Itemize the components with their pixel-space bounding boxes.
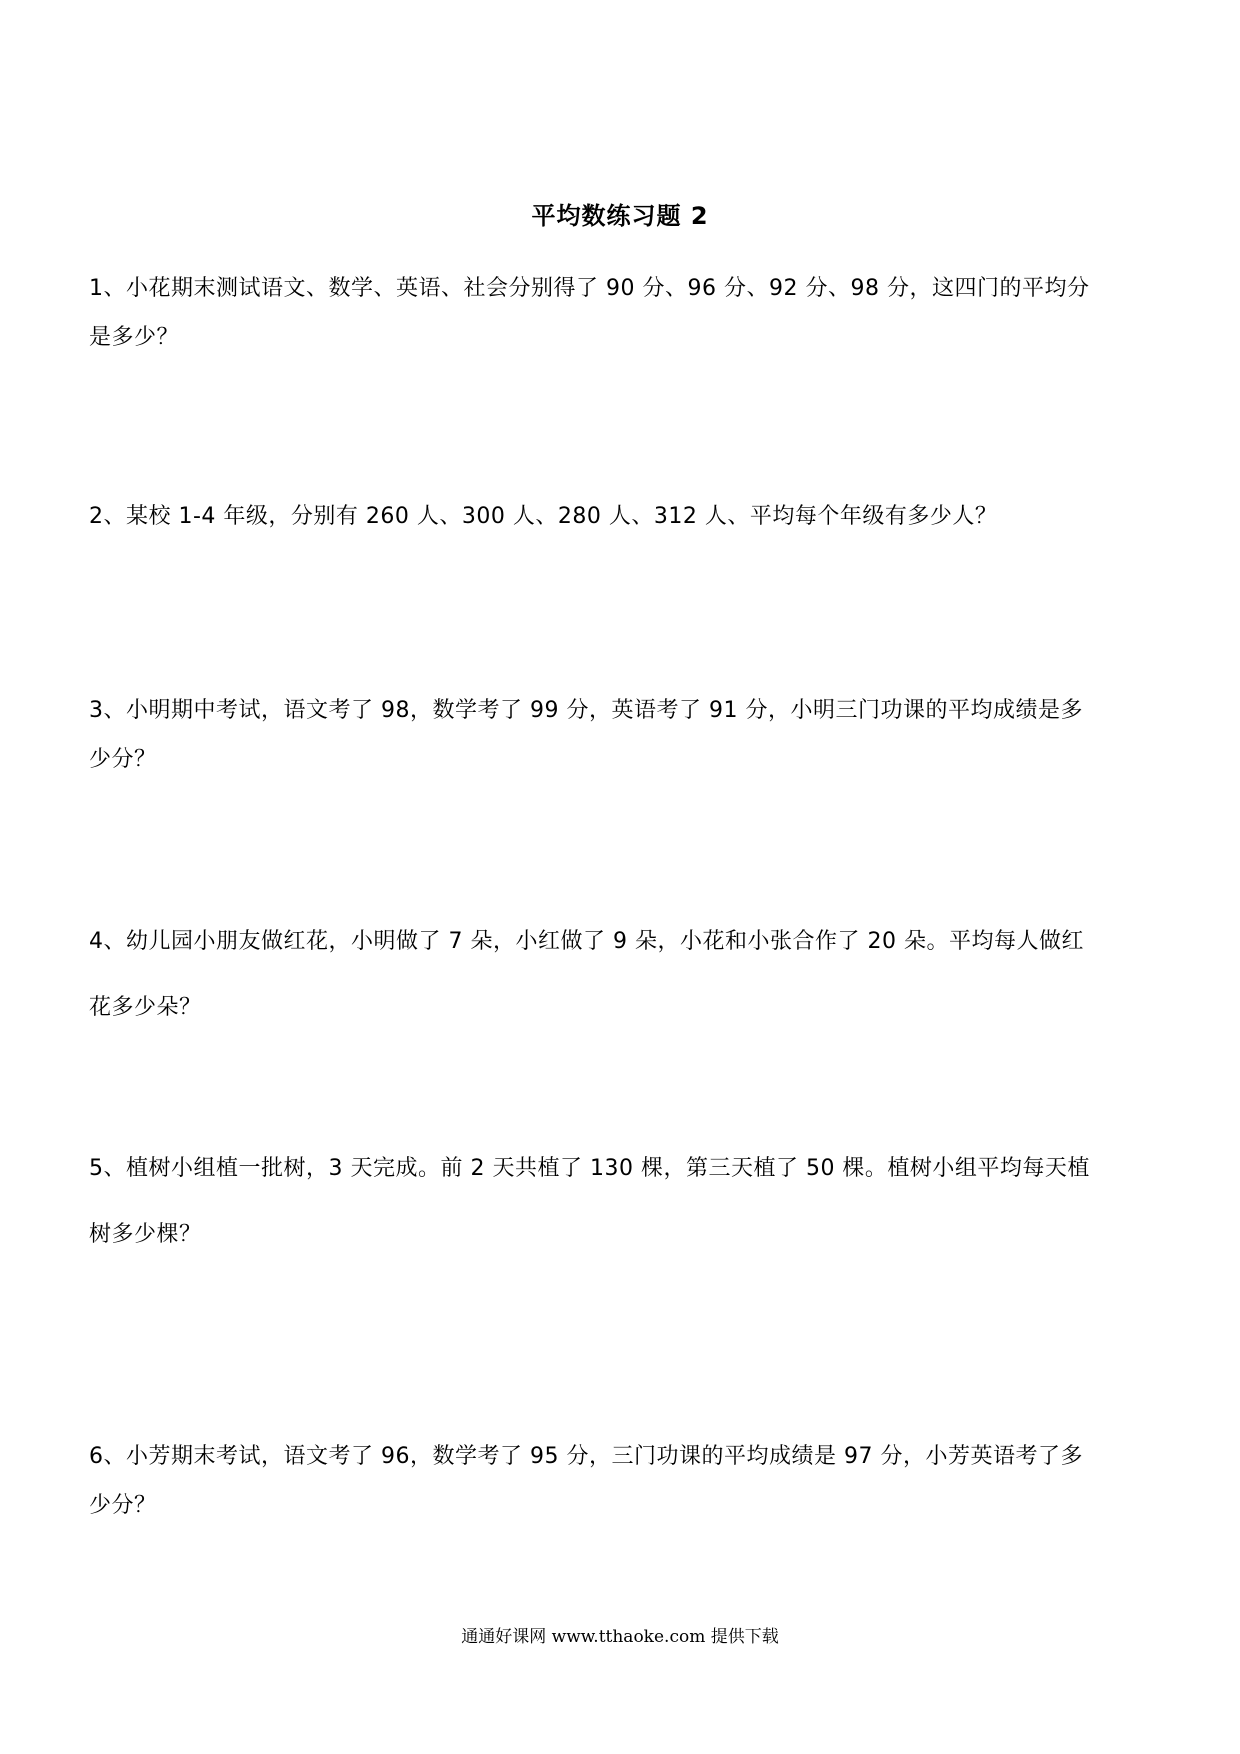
page-title: 平均数练习题 2 xyxy=(531,202,709,230)
question-3-line-2: 少分？ xyxy=(89,747,157,772)
question-1-line-2: 是多少？ xyxy=(89,325,180,350)
question-2-line-1: 2、某校 1-4 年级，分别有 260 人、300 人、280 人、312 人、平均每个年级有多少人？ xyxy=(89,504,998,529)
question-3 xyxy=(89,686,1161,784)
question-2 xyxy=(89,492,1161,541)
question-4-line-2: 花多少朵？ xyxy=(89,995,202,1020)
question-1-line-1: 1、小花期末测试语文、数学、英语、社会分别得了 90 分、96 分、92 分、98 分，这四门的平均分 xyxy=(89,276,1090,301)
question-5 xyxy=(89,1136,1161,1268)
question-5-line-1: 5、植树小组植一批树，3 天完成。前 2 天共植了 130 棵，第三天植了 50 棵。植树小组平均每天植 xyxy=(89,1156,1090,1181)
question-5-line-2: 树多少棵？ xyxy=(89,1222,202,1247)
question-6-line-1: 6、小芳期末考试，语文考了 96，数学考了 95 分，三门功课的平均成绩是 97 分，小芳英语考了多 xyxy=(89,1444,1083,1469)
page-footer: 通通好课网 www.tthaoke.com 提供下载 xyxy=(461,1627,779,1647)
question-6-line-2: 少分？ xyxy=(89,1493,157,1518)
question-4-line-1: 4、幼儿园小朋友做红花，小明做了 7 朵，小红做了 9 朵，小花和小张合作了 20 朵。平均每人做红 xyxy=(89,929,1084,954)
question-6 xyxy=(89,1432,1161,1530)
question-4 xyxy=(89,909,1161,1041)
question-3-line-1: 3、小明期中考试，语文考了 98，数学考了 99 分，英语考了 91 分，小明三门功课的平均成绩是多 xyxy=(89,698,1083,723)
question-1 xyxy=(89,264,1161,362)
